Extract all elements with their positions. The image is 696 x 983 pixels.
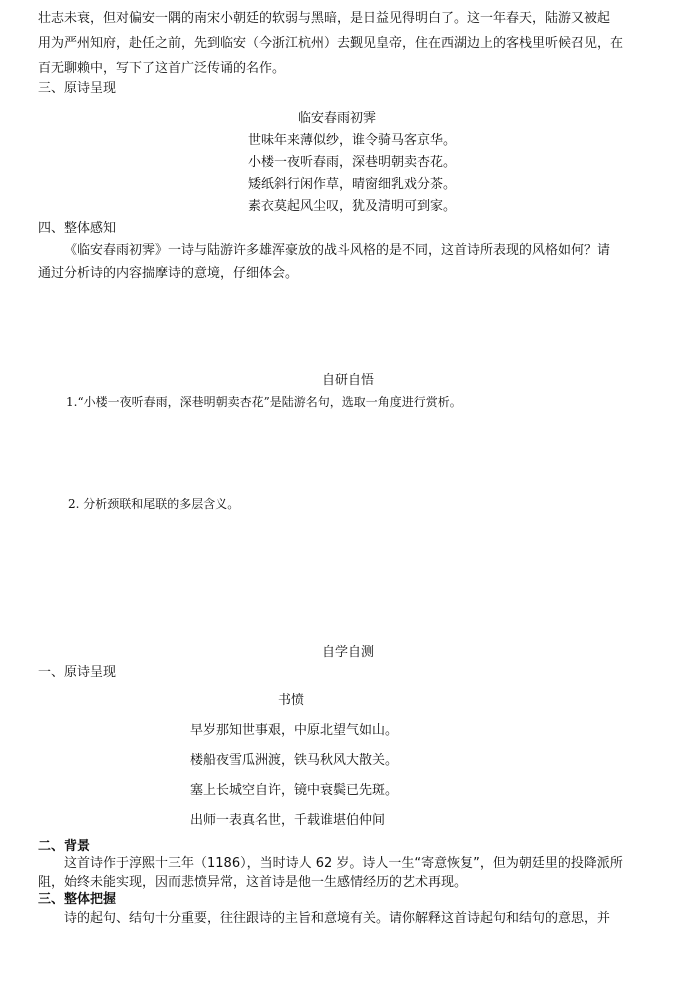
poem-2-line: 早岁那知世事艰，中原北望气如山。 bbox=[190, 723, 399, 738]
grasp-line-1: 诗的起句、结句十分重要，往往跟诗的主旨和意境有关。请你解释这首诗起句和结句的意思，并 bbox=[64, 911, 611, 926]
poem-1-line: 矮纸斜行闲作草，晴窗细乳戏分茶。 bbox=[248, 177, 457, 192]
poem-1-line: 世味年来薄似纱，谁令骑马客京华。 bbox=[248, 133, 457, 148]
poem-2-title: 书愤 bbox=[278, 693, 305, 708]
ziyan-title: 自研自悟 bbox=[321, 373, 374, 388]
question-2: 2. 分析颈联和尾联的多层含义。 bbox=[68, 497, 240, 511]
question-1: 1.“小楼一夜听春雨，深巷明朝卖杏花”是陆游名句，选取一角度进行赏析。 bbox=[66, 395, 462, 409]
poem-1-line: 素衣莫起风尘叹，犹及清明可到家。 bbox=[248, 199, 457, 214]
section-4-text-line-1: 《临安春雨初霁》一诗与陆游许多雄浑豪放的战斗风格的是不同，这首诗所表现的风格如何？请 bbox=[64, 243, 611, 258]
zixue-heading-3: 三、整体把握 bbox=[38, 892, 117, 907]
poem-2-line: 塞上长城空自许，镜中衰鬓已先斑。 bbox=[190, 783, 399, 798]
poem-1-title: 临安春雨初霁 bbox=[298, 111, 377, 126]
intro-line-3: 百无聊赖中，写下了这首广泛传诵的名作。 bbox=[38, 61, 286, 76]
intro-line-2: 用为严州知府，赴任之前，先到临安（今浙江杭州）去觐见皇帝，住在西湖边上的客栈里听候召见，在 bbox=[38, 36, 624, 51]
poem-2-line: 出师一表真名世，千载谁堪伯仲间 bbox=[190, 813, 386, 828]
zixue-heading-2: 二、背景 bbox=[38, 839, 91, 854]
zixue-title: 自学自测 bbox=[321, 645, 374, 660]
intro-line-1: 壮志未衰，但对偏安一隅的南宋小朝廷的软弱与黑暗，是日益见得明白了。这一年春天，陆游又被起 bbox=[38, 11, 611, 26]
section-4-heading: 四、整体感知 bbox=[38, 221, 117, 236]
poem-1-line: 小楼一夜听春雨，深巷明朝卖杏花。 bbox=[248, 155, 457, 170]
section-3-heading: 三、原诗呈现 bbox=[38, 81, 117, 96]
background-line-1: 这首诗作于淳熙十三年（1186），当时诗人 62 岁。诗人一生“寄意恢复”，但为朝廷里的投降派所 bbox=[64, 856, 623, 871]
section-4-text-line-2: 通过分析诗的内容揣摩诗的意境，仔细体会。 bbox=[38, 266, 299, 281]
poem-2-line: 楼船夜雪瓜洲渡，铁马秋风大散关。 bbox=[190, 753, 399, 768]
zixue-heading-1: 一、原诗呈现 bbox=[38, 665, 117, 680]
background-line-2: 阻，始终未能实现，因而悲愤异常，这首诗是他一生感情经历的艺术再现。 bbox=[38, 875, 468, 890]
